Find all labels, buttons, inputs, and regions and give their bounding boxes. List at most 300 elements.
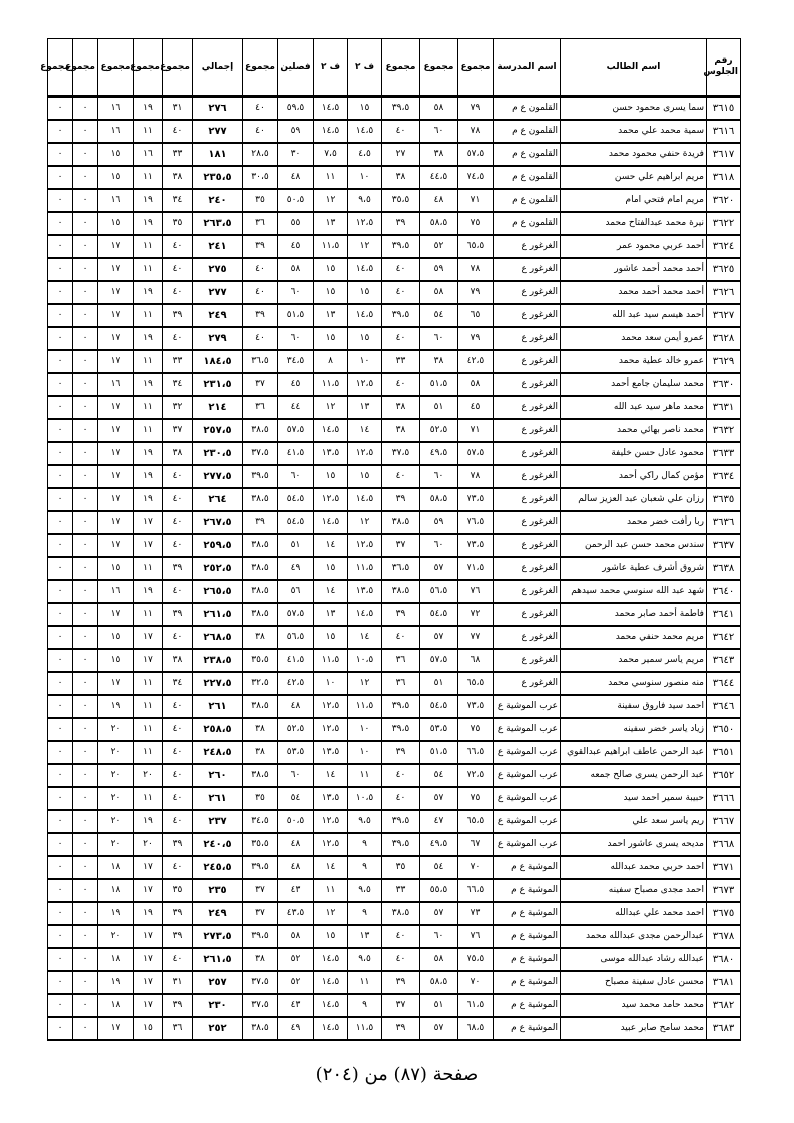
two-terms-score-cell: ٤١،٥	[278, 442, 314, 465]
score-cell: ٧٠	[458, 856, 494, 879]
seat-number-cell: ٣٦٦٦	[707, 787, 741, 810]
score-cell: ٣٨	[382, 396, 420, 419]
term-score-cell: ١٠،٥	[348, 649, 382, 672]
score-cell: ١٨	[98, 994, 134, 1017]
student-name-cell: أحمد عربي محمود عمر	[561, 235, 707, 258]
table-row	[48, 580, 741, 603]
table-row	[48, 925, 741, 948]
score-cell: ١٦	[98, 120, 134, 143]
term-score-cell: ١٤،٥	[314, 120, 348, 143]
table-row	[48, 603, 741, 626]
score-cell: ١٧	[134, 971, 163, 994]
score-cell: ٥١	[420, 672, 458, 695]
student-name-cell: محسن عادل سفينة مصباح	[561, 971, 707, 994]
score-cell: ٤٠	[382, 327, 420, 350]
score-cell: ٦٠	[420, 120, 458, 143]
term-score-cell: ١٠	[348, 741, 382, 764]
score-cell: ٣٣	[382, 350, 420, 373]
term-score-cell: ٩	[348, 833, 382, 856]
term-score-cell: ١٣،٥	[314, 741, 348, 764]
score-cell: ٤٠	[243, 258, 278, 281]
score-cell: ٠	[48, 212, 73, 235]
term-score-cell: ١٤	[314, 534, 348, 557]
score-cell: ١٨	[98, 856, 134, 879]
score-cell: ٠	[73, 902, 98, 925]
score-cell: ٧٤،٥	[458, 166, 494, 189]
score-cell: ٧٥،٥	[458, 948, 494, 971]
score-cell: ٠	[48, 626, 73, 649]
score-cell: ١١	[134, 741, 163, 764]
score-cell: ٣٨	[420, 143, 458, 166]
table-row	[48, 511, 741, 534]
score-cell: ٥١	[420, 396, 458, 419]
score-cell: ٠	[48, 971, 73, 994]
term-score-cell: ١٥	[314, 626, 348, 649]
score-cell: ٠	[73, 856, 98, 879]
term-score-cell: ١٤،٥	[314, 97, 348, 120]
grand-total-cell: ٢٦١	[193, 695, 243, 718]
table-row	[48, 189, 741, 212]
two-terms-score-cell: ٥٤،٥	[278, 488, 314, 511]
score-cell: ٠	[73, 189, 98, 212]
two-terms-score-cell: ٤٩	[278, 557, 314, 580]
term-score-cell: ١٢	[348, 235, 382, 258]
seat-number-cell: ٣٦١٥	[707, 97, 741, 120]
table-row	[48, 557, 741, 580]
score-cell: ٣١	[163, 971, 193, 994]
score-cell: ٤٠	[163, 534, 193, 557]
seat-number-cell: ٣٦٨٠	[707, 948, 741, 971]
score-cell: ٥٤،٥	[420, 603, 458, 626]
score-cell: ٣٦	[382, 672, 420, 695]
score-cell: ١٥	[98, 166, 134, 189]
score-cell: ٠	[73, 1017, 98, 1040]
two-terms-score-cell: ٥٢	[278, 948, 314, 971]
score-cell: ٠	[73, 580, 98, 603]
student-name-cell: محمد حامد محمد سيد	[561, 994, 707, 1017]
term-score-cell: ١١	[348, 971, 382, 994]
score-cell: ٥١،٥	[420, 741, 458, 764]
student-name-cell: محمد سامح صابر عبيد	[561, 1017, 707, 1040]
score-cell: ١٧	[98, 350, 134, 373]
score-cell: ٣٨،٥	[243, 419, 278, 442]
term-score-cell: ١٢	[314, 902, 348, 925]
table-row	[48, 396, 741, 419]
two-terms-score-cell: ٥٦	[278, 580, 314, 603]
score-cell: ٣٩،٥	[382, 235, 420, 258]
seat-number-cell: ٣٦٣٦	[707, 511, 741, 534]
student-name-cell: رزان علي شعبان عبد العزيز سالم	[561, 488, 707, 511]
score-cell: ٣٩،٥	[243, 856, 278, 879]
two-terms-score-cell: ٦٠	[278, 764, 314, 787]
student-name-cell: فريدة حنفي محمود محمد	[561, 143, 707, 166]
score-cell: ٧٢	[458, 603, 494, 626]
term-score-cell: ١٢،٥	[314, 718, 348, 741]
table-row	[48, 787, 741, 810]
table-row	[48, 879, 741, 902]
score-cell: ٧٩	[458, 327, 494, 350]
term-score-cell: ١٣،٥	[348, 580, 382, 603]
score-cell: ٤٩،٥	[420, 833, 458, 856]
seat-number-cell: ٣٦٣٧	[707, 534, 741, 557]
two-terms-score-cell: ٥٤،٥	[278, 511, 314, 534]
seat-number-cell: ٣٦١٦	[707, 120, 741, 143]
student-name-cell: عبدالله رشاد عبدالله موسى	[561, 948, 707, 971]
score-cell: ٠	[48, 189, 73, 212]
two-terms-score-cell: ٥٧،٥	[278, 419, 314, 442]
score-cell: ٠	[73, 925, 98, 948]
column-header: فصلين	[278, 39, 314, 97]
school-name-cell: الغرغور ع	[494, 672, 561, 695]
score-cell: ١٩	[134, 212, 163, 235]
score-cell: ٠	[48, 902, 73, 925]
school-name-cell: الغرغور ع	[494, 258, 561, 281]
score-cell: ١٧	[134, 879, 163, 902]
score-cell: ٣٨،٥	[243, 1017, 278, 1040]
school-name-cell: الغرغور ع	[494, 235, 561, 258]
term-score-cell: ١٤،٥	[348, 488, 382, 511]
table-row	[48, 649, 741, 672]
student-name-cell: منه منصور سنوسي محمد	[561, 672, 707, 695]
score-cell: ٣٧،٥	[243, 994, 278, 1017]
score-cell: ١٧	[134, 856, 163, 879]
student-name-cell: عبد الرحمن عاطف ابراهيم عبدالقوي	[561, 741, 707, 764]
score-cell: ٣٩	[163, 994, 193, 1017]
school-name-cell: الموشية ع م	[494, 1017, 561, 1040]
score-cell: ٣٨	[163, 442, 193, 465]
school-name-cell: الغرغور ع	[494, 603, 561, 626]
school-name-cell: الغرغور ع	[494, 580, 561, 603]
score-cell: ٣٩،٥	[382, 718, 420, 741]
seat-number-cell: ٣٦٢٤	[707, 235, 741, 258]
term-score-cell: ١٠	[314, 672, 348, 695]
score-cell: ٠	[73, 764, 98, 787]
grand-total-cell: ٢٥٧،٥	[193, 419, 243, 442]
score-cell: ١١	[134, 120, 163, 143]
score-cell: ٥٨	[458, 373, 494, 396]
student-name-cell: أحمد محمد أحمد محمد	[561, 281, 707, 304]
score-cell: ١١	[134, 235, 163, 258]
school-name-cell: الغرغور ع	[494, 626, 561, 649]
two-terms-score-cell: ٥٠،٥	[278, 810, 314, 833]
score-cell: ١٩	[134, 902, 163, 925]
column-header: مجموع	[73, 39, 98, 97]
score-cell: ٣٥،٥	[382, 189, 420, 212]
term-score-cell: ٩،٥	[348, 879, 382, 902]
score-cell: ١١	[134, 718, 163, 741]
score-cell: ٢٧	[382, 143, 420, 166]
student-name-cell: نيرة محمد عبدالفتاح محمد	[561, 212, 707, 235]
score-cell: ٠	[48, 235, 73, 258]
school-name-cell: الغرغور ع	[494, 649, 561, 672]
school-name-cell: الغرغور ع	[494, 373, 561, 396]
score-cell: ٥٤	[420, 764, 458, 787]
score-cell: ٠	[48, 856, 73, 879]
seat-number-cell: ٣٦٣٣	[707, 442, 741, 465]
score-cell: ٧٥	[458, 212, 494, 235]
score-cell: ٠	[48, 304, 73, 327]
table-row	[48, 971, 741, 994]
seat-number-cell: ٣٦٣٤	[707, 465, 741, 488]
score-cell: ٥١،٥	[420, 373, 458, 396]
score-cell: ٧٦	[458, 580, 494, 603]
term-score-cell: ١٣	[314, 212, 348, 235]
term-score-cell: ١٠،٥	[348, 787, 382, 810]
column-header: اسم الطالب	[561, 39, 707, 97]
seat-number-cell: ٣٦٢٢	[707, 212, 741, 235]
student-name-cell: ريم ياسر سعد علي	[561, 810, 707, 833]
table-row	[48, 902, 741, 925]
two-terms-score-cell: ٥٧،٥	[278, 603, 314, 626]
term-score-cell: ٩	[348, 994, 382, 1017]
school-name-cell: القلمون ع م	[494, 120, 561, 143]
seat-number-cell: ٣٦٧٣	[707, 879, 741, 902]
score-cell: ٦٥،٥	[458, 235, 494, 258]
two-terms-score-cell: ٦٠	[278, 327, 314, 350]
score-cell: ٤٠	[163, 327, 193, 350]
column-header: رقم الجلوس	[707, 39, 741, 97]
score-cell: ٣٦	[382, 649, 420, 672]
score-cell: ٤٨	[420, 189, 458, 212]
grand-total-cell: ٢٣٨،٥	[193, 649, 243, 672]
score-cell: ٠	[73, 879, 98, 902]
score-cell: ٤٠	[243, 327, 278, 350]
two-terms-score-cell: ٥٢	[278, 971, 314, 994]
score-cell: ١٥	[98, 143, 134, 166]
score-cell: ١٨	[98, 879, 134, 902]
score-cell: ٠	[73, 718, 98, 741]
score-cell: ٧٧	[458, 626, 494, 649]
score-cell: ٠	[48, 327, 73, 350]
term-score-cell: ١٢،٥	[348, 442, 382, 465]
score-cell: ١١	[134, 166, 163, 189]
score-cell: ٤٠	[163, 281, 193, 304]
student-name-cell: احمد سيد فاروق سفينة	[561, 695, 707, 718]
score-cell: ٣٩،٥	[382, 833, 420, 856]
grand-total-cell: ٢٤٠،٥	[193, 833, 243, 856]
score-cell: ٤٠	[163, 695, 193, 718]
two-terms-score-cell: ٥١	[278, 534, 314, 557]
grand-total-cell: ٢٥٢،٥	[193, 557, 243, 580]
score-cell: ٤٠	[163, 580, 193, 603]
table-row	[48, 488, 741, 511]
score-cell: ٥٨	[420, 948, 458, 971]
score-cell: ٠	[73, 281, 98, 304]
score-cell: ٣٨	[382, 166, 420, 189]
score-cell: ١٦	[134, 143, 163, 166]
term-score-cell: ١٤،٥	[348, 603, 382, 626]
term-score-cell: ١٤،٥	[348, 258, 382, 281]
score-cell: ٣٨	[243, 948, 278, 971]
school-name-cell: الغرغور ع	[494, 419, 561, 442]
seat-number-cell: ٣٦٤٤	[707, 672, 741, 695]
score-cell: ١١	[134, 258, 163, 281]
student-name-cell: مريم امام فتحي امام	[561, 189, 707, 212]
table-row	[48, 419, 741, 442]
score-cell: ٠	[73, 971, 98, 994]
term-score-cell: ١٣	[314, 304, 348, 327]
score-cell: ١١	[134, 419, 163, 442]
seat-number-cell: ٣٦٥٠	[707, 718, 741, 741]
score-cell: ٢٠	[98, 925, 134, 948]
score-cell: ٣٦	[243, 212, 278, 235]
score-cell: ٤٠	[382, 373, 420, 396]
school-name-cell: عرب الموشية ع	[494, 833, 561, 856]
score-cell: ٠	[48, 488, 73, 511]
score-cell: ٣٥	[243, 189, 278, 212]
score-cell: ١٧	[98, 419, 134, 442]
seat-number-cell: ٣٦٣٠	[707, 373, 741, 396]
score-cell: ٠	[48, 948, 73, 971]
score-cell: ٣٧،٥	[382, 442, 420, 465]
term-score-cell: ١٢،٥	[314, 810, 348, 833]
score-cell: ٧٩	[458, 281, 494, 304]
score-cell: ٤٤،٥	[420, 166, 458, 189]
score-cell: ٠	[73, 833, 98, 856]
seat-number-cell: ٣٦٥٢	[707, 764, 741, 787]
score-cell: ٣٩،٥	[382, 97, 420, 120]
score-cell: ٣١	[163, 97, 193, 120]
score-cell: ٠	[73, 350, 98, 373]
school-name-cell: الموشية ع م	[494, 879, 561, 902]
term-score-cell: ١٤،٥	[314, 419, 348, 442]
score-cell: ٥٥،٥	[420, 879, 458, 902]
score-cell: ٠	[73, 741, 98, 764]
term-score-cell: ١١،٥	[348, 557, 382, 580]
score-cell: ٠	[73, 465, 98, 488]
grand-total-cell: ٢٧٣،٥	[193, 925, 243, 948]
score-cell: ٦٨	[458, 649, 494, 672]
grand-total-cell: ٢٦٤	[193, 488, 243, 511]
score-cell: ١٩	[134, 327, 163, 350]
grand-total-cell: ٢٧٥	[193, 258, 243, 281]
school-name-cell: عرب الموشية ع	[494, 741, 561, 764]
score-cell: ٠	[48, 603, 73, 626]
table-row	[48, 373, 741, 396]
school-name-cell: عرب الموشية ع	[494, 695, 561, 718]
school-name-cell: الموشية ع م	[494, 994, 561, 1017]
score-cell: ٤٠	[163, 465, 193, 488]
seat-number-cell: ٣٦٣٨	[707, 557, 741, 580]
grand-total-cell: ٢٥٨،٥	[193, 718, 243, 741]
score-cell: ٦٠	[420, 327, 458, 350]
score-cell: ٠	[48, 120, 73, 143]
score-cell: ٤٠	[243, 281, 278, 304]
score-cell: ٣٨	[420, 350, 458, 373]
school-name-cell: الغرغور ع	[494, 557, 561, 580]
score-cell: ٧٣	[458, 902, 494, 925]
score-cell: ٣٩،٥	[382, 810, 420, 833]
seat-number-cell: ٣٦٢٩	[707, 350, 741, 373]
score-cell: ٣٩،٥	[382, 304, 420, 327]
score-cell: ٣٣	[163, 143, 193, 166]
score-cell: ٤٠	[382, 258, 420, 281]
score-cell: ٠	[48, 695, 73, 718]
student-name-cell: احمد محمد علي عبدالله	[561, 902, 707, 925]
score-cell: ٠	[73, 488, 98, 511]
term-score-cell: ١٣	[348, 925, 382, 948]
score-cell: ٤٠	[163, 948, 193, 971]
term-score-cell: ١٥	[314, 557, 348, 580]
score-cell: ٥٨	[420, 97, 458, 120]
term-score-cell: ١٢،٥	[314, 695, 348, 718]
score-cell: ١٧	[98, 534, 134, 557]
table-row	[48, 1017, 741, 1040]
score-cell: ٠	[73, 672, 98, 695]
two-terms-score-cell: ٤٨	[278, 695, 314, 718]
school-name-cell: الموشية ع م	[494, 856, 561, 879]
two-terms-score-cell: ٤٤	[278, 396, 314, 419]
score-cell: ٢٠	[98, 810, 134, 833]
student-name-cell: أحمد محمد أحمد عاشور	[561, 258, 707, 281]
score-cell: ٣٨،٥	[382, 511, 420, 534]
school-name-cell: الغرغور ع	[494, 396, 561, 419]
score-cell: ٧٨	[458, 258, 494, 281]
grand-total-cell: ٢٤٥،٥	[193, 856, 243, 879]
score-cell: ٤٠	[382, 281, 420, 304]
score-cell: ٠	[48, 994, 73, 1017]
score-cell: ٥٧،٥	[458, 442, 494, 465]
table-row	[48, 304, 741, 327]
student-name-cell: احمد مجدى مصباح سفينه	[561, 879, 707, 902]
score-cell: ٤٢،٥	[458, 350, 494, 373]
score-cell: ٤٧	[420, 810, 458, 833]
score-cell: ٣٩،٥	[243, 925, 278, 948]
score-cell: ٢٠	[98, 718, 134, 741]
score-cell: ١٧	[98, 304, 134, 327]
table-row	[48, 258, 741, 281]
term-score-cell: ٤،٥	[348, 143, 382, 166]
table-row	[48, 212, 741, 235]
score-cell: ١٩	[98, 971, 134, 994]
score-cell: ٦٦،٥	[458, 741, 494, 764]
score-cell: ١١	[134, 787, 163, 810]
table-row	[48, 166, 741, 189]
term-score-cell: ١٤،٥	[314, 994, 348, 1017]
term-score-cell: ١٢	[348, 511, 382, 534]
school-name-cell: الغرغور ع	[494, 465, 561, 488]
term-score-cell: ١٥	[314, 465, 348, 488]
score-cell: ٤٩،٥	[420, 442, 458, 465]
two-terms-score-cell: ٥٣،٥	[278, 741, 314, 764]
term-score-cell: ١٥	[314, 281, 348, 304]
table-row	[48, 718, 741, 741]
term-score-cell: ١١	[348, 764, 382, 787]
score-cell: ٠	[48, 166, 73, 189]
grand-total-cell: ٢٥٩،٥	[193, 534, 243, 557]
score-cell: ٦٥	[458, 304, 494, 327]
score-cell: ١٧	[98, 327, 134, 350]
score-cell: ٣٩	[382, 488, 420, 511]
score-cell: ٠	[48, 1017, 73, 1040]
score-cell: ٣٥،٥	[243, 649, 278, 672]
score-cell: ٠	[73, 626, 98, 649]
score-cell: ٣٧،٥	[243, 971, 278, 994]
column-header: ف ۲	[348, 39, 382, 97]
results-table	[40, 38, 741, 1041]
score-cell: ٧٦	[458, 925, 494, 948]
score-cell: ١٧	[98, 281, 134, 304]
score-cell: ١٦	[98, 373, 134, 396]
score-cell: ٤٠	[243, 97, 278, 120]
score-cell: ٠	[73, 304, 98, 327]
score-cell: ٠	[73, 948, 98, 971]
term-score-cell: ٩	[348, 856, 382, 879]
seat-number-cell: ٣٦٧٨	[707, 925, 741, 948]
table-row	[48, 235, 741, 258]
student-name-cell: سمية محمد علي محمد	[561, 120, 707, 143]
term-score-cell: ١٥	[314, 258, 348, 281]
